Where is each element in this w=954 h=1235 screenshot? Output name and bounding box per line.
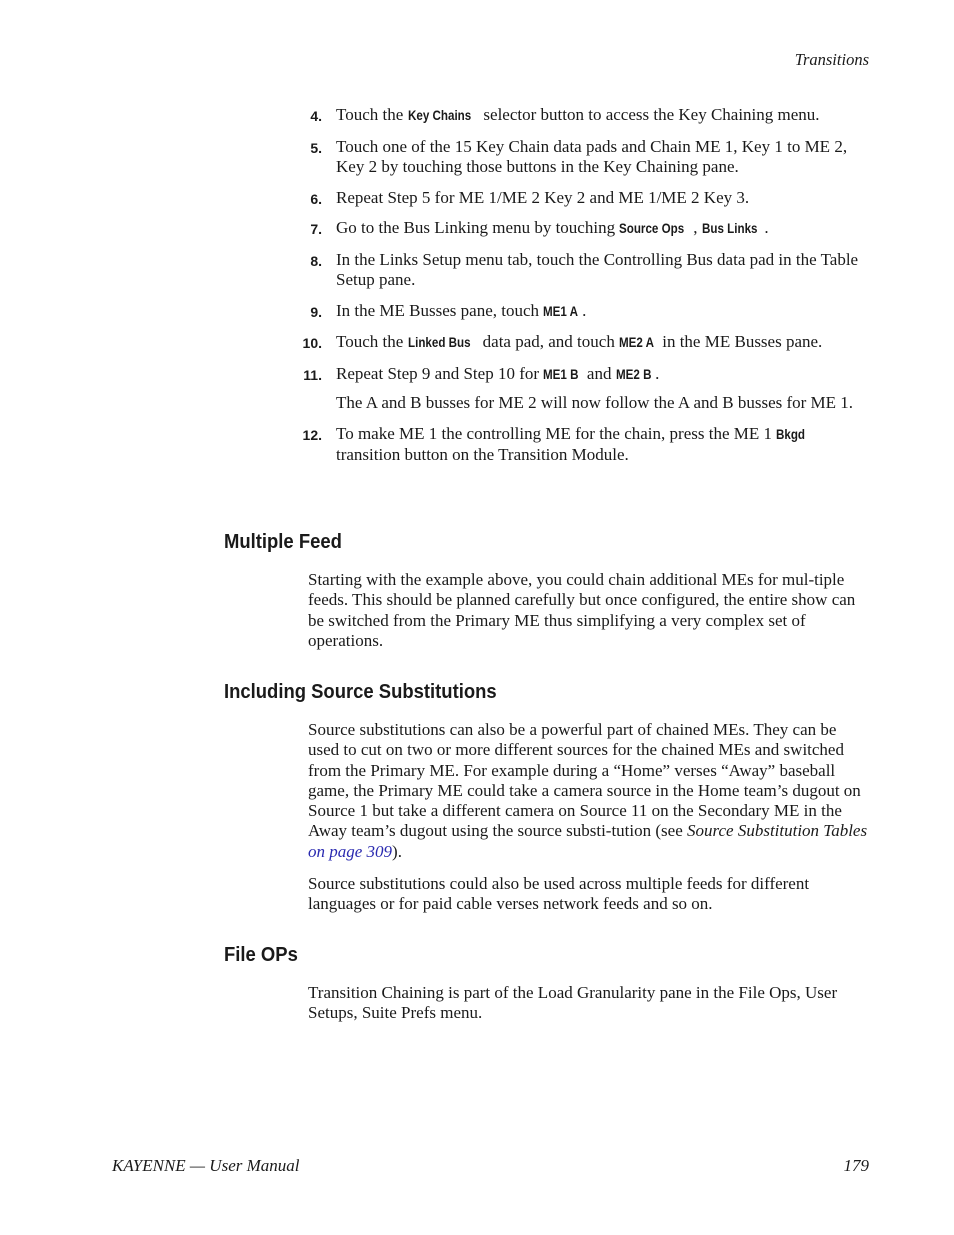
step-6 <box>0 188 954 209</box>
step-text: In the ME Busses pane, touch ME1 A . <box>336 301 868 323</box>
step-12 <box>0 424 954 466</box>
step-5 <box>0 137 954 178</box>
step-text: Go to the Bus Linking menu by touching Source Ops , Bus Links . <box>336 218 868 240</box>
heading-multiple-feed: Multiple Feed <box>224 530 342 553</box>
file-ops-body: Transition Chaining is part of the Load Granularity pane in the File Ops, User Setups, Suite Prefs menu. <box>308 983 838 1023</box>
page-number: 179 <box>843 1156 869 1175</box>
step-text: Repeat Step 9 and Step 10 for ME1 B and ME2 B . <box>336 364 868 386</box>
ui-label-bkgd: Bkgd <box>776 426 806 442</box>
running-header: Transitions <box>794 50 869 69</box>
step-number: 11. <box>303 366 322 383</box>
step-number: 9. <box>310 303 322 320</box>
step-number: 7. <box>310 221 322 237</box>
source-subs-body-2: Source substitutions could also be used across multiple feeds for different languages or for paid cable verses network feeds and so on. <box>308 874 810 914</box>
step-number: 5. <box>310 139 322 156</box>
ui-label-me2-b: ME2 B <box>615 366 652 382</box>
step-9 <box>0 301 954 323</box>
step-number: 4. <box>310 108 322 124</box>
ui-label-me1-b: ME1 B <box>543 366 579 382</box>
ui-label-me2-a: ME2 A <box>619 335 655 350</box>
step-text: To make ME 1 the controlling ME for the chain, press the ME 1 Bkgd transition button on the Transition Module. <box>336 423 806 464</box>
step-text: Touch one of the 15 Key Chain data pads and Chain ME 1, Key 1 to ME 2, Key 2 by touching those buttons in the Key Chaining pane. <box>336 136 848 176</box>
step-number: 8. <box>310 252 322 269</box>
step-number: 10. <box>302 335 322 351</box>
ui-label-source-ops: Source Ops <box>619 221 685 236</box>
step-10 <box>0 332 954 354</box>
step-8 <box>0 250 954 291</box>
step-7 <box>0 218 954 240</box>
step-text: In the Links Setup menu tab, touch the Controlling Bus data pad in the Table Setup pane. <box>336 249 859 289</box>
step-11-note: The A and B busses for ME 2 will now follow the A and B busses for ME 1. <box>336 393 854 412</box>
footer-manual-title: KAYENNE — User Manual <box>112 1156 300 1175</box>
step-11 <box>0 364 954 386</box>
heading-including-source-substitutions: Including Source Substitutions <box>224 680 497 703</box>
page-link[interactable]: on page 309 <box>308 841 393 861</box>
heading-file-ops: File OPs <box>224 943 298 966</box>
ui-label-bus-links: Bus Links <box>701 221 758 236</box>
step-number: 6. <box>310 190 322 207</box>
ui-label-key-chains: Key Chains <box>407 108 471 123</box>
source-subs-body-1: Source substitutions can also be a powerful part of chained MEs. They can be used to cut on two or more different sources for the chained MEs and switched from the Primary ME. For example during a “Home” verses “Away” baseball game, the Primary ME could take a camera source in the Home team’s dugout on Source 1 but take a different camera on Source 11 on the Secondary ME in the Away team’s dugout using the source substi-tution (see Source Substitution Tables on page 309). <box>308 720 868 861</box>
step-text: Touch the Linked Bus data pad, and touch ME2 A in the ME Busses pane. <box>336 332 868 354</box>
step-text: Touch the Key Chains selector button to access the Key Chaining menu. <box>336 105 868 127</box>
step-4 <box>0 105 954 127</box>
ui-label-linked-bus: Linked Bus <box>407 335 471 350</box>
step-number: 12. <box>302 426 322 443</box>
ui-label-me1-a: ME1 A <box>543 303 579 319</box>
multiple-feed-body: Starting with the example above, you could chain additional MEs for mul-tiple feeds. This should be planned carefully but once configured, the entire show can be switched from the Primary ME thus simplifying a very complex set of operations. <box>308 570 856 650</box>
step-text: Repeat Step 5 for ME 1/ME 2 Key 2 and ME 1/ME 2 Key 3. <box>336 187 750 207</box>
cross-reference-title: Source Substitution Tables <box>687 821 868 841</box>
procedure-steps <box>0 105 954 476</box>
